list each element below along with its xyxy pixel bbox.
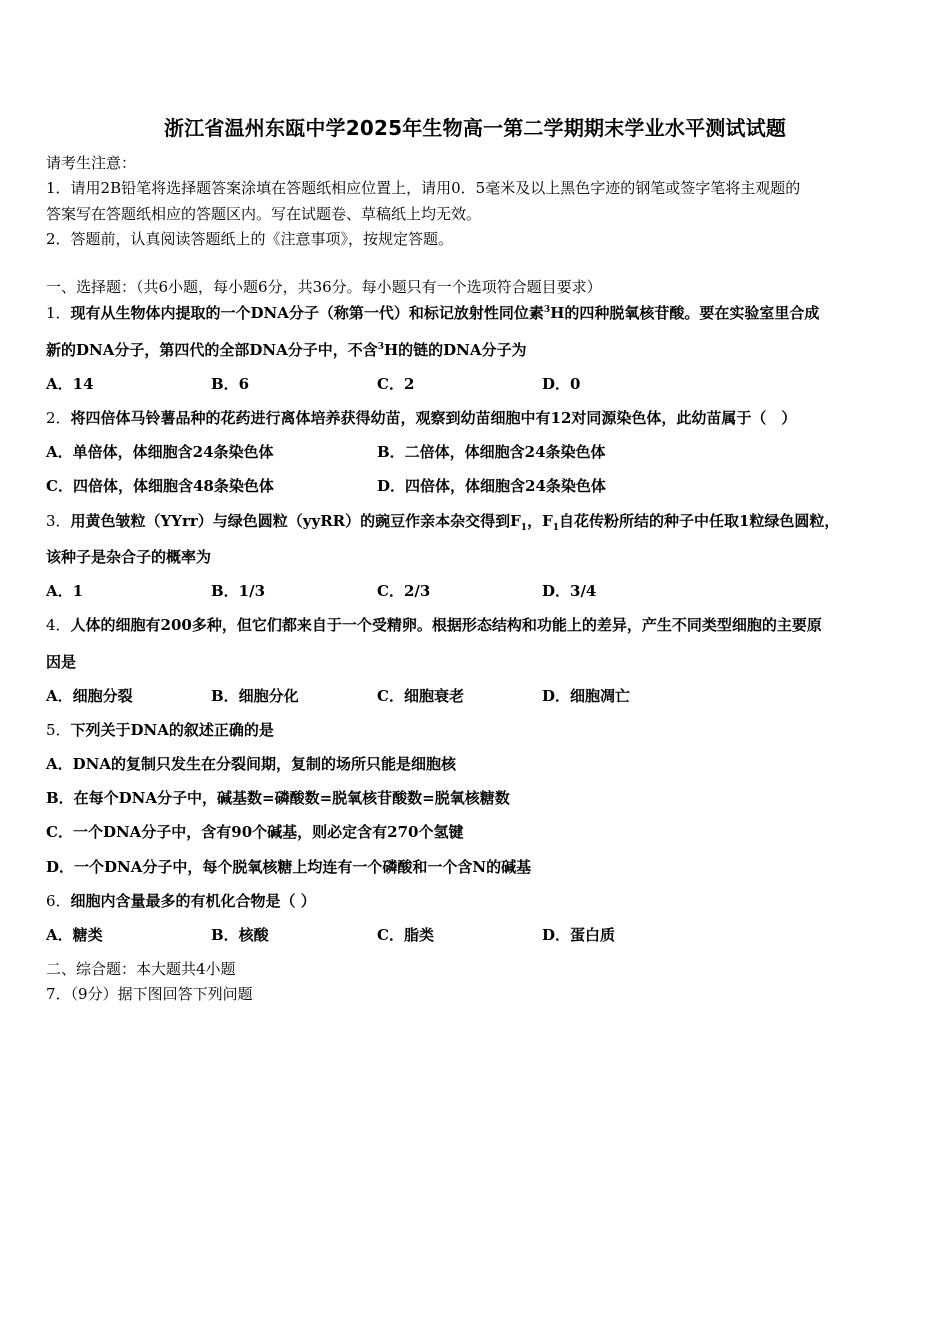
question-1-text-a: 现有从生物体内提取的一个DNA分子（称第一代）和标记放射性同位素 [70,304,544,322]
question-1-text-c: 新的DNA分子，第四代的全部DNA分子中，不含 [46,341,378,359]
option-a: A．糖类 [46,926,103,944]
option-d: D．一个DNA分子中，每个脱氧核糖上均连有一个磷酸和一个含N的碱基 [46,858,532,876]
option-d: D．蛋白质 [542,926,616,944]
option-d: D．四倍体，体细胞含24条染色体 [377,477,606,495]
question-1-text-d: H的链的DNA分子为 [383,341,527,359]
f1-subscript: 1 [520,523,528,533]
option-a: A．单倍体，体细胞含24条染色体 [46,443,274,461]
f1-subscript: 1 [552,523,559,533]
question-4-line-1 [46,614,822,635]
option-b: B．1/3 [211,582,266,600]
option-c: C．脂类 [377,926,434,944]
option-a: A．1 [46,582,84,600]
question-4-line-2: 因是 [46,653,77,671]
option-d: D．细胞凋亡 [542,687,631,705]
option-c: C．2 [377,375,415,393]
question-5-text: 下列关于DNA的叙述正确的是 [70,721,274,739]
option-d: D．0 [542,375,581,393]
question-3-number: 3． [46,512,71,530]
option-c: C．细胞衰老 [377,687,464,705]
isotope-superscript: 3 [377,342,384,352]
option-b: B．在每个DNA分子中，碱基数=磷酸数=脱氧核苷酸数=脱氧核糖数 [46,789,510,807]
question-5 [46,719,274,740]
option-a: A．细胞分裂 [46,687,133,705]
option-a: A．14 [46,375,94,393]
notice-line-1b: 答案写在答题纸相应的答题区内。写在试题卷、草稿纸上均无效。 [46,205,482,223]
question-2-text: 将四倍体马铃薯品种的花药进行离体培养获得幼苗，观察到幼苗细胞中有12对同源染色体，此幼苗属于（ ） [70,409,797,427]
option-a: A．DNA的复制只发生在分裂间期，复制的场所只能是细胞核 [46,755,456,773]
question-5-number: 5． [46,721,71,739]
question-1-text-b: H的四种脱氧核苷酸。要在实验室里合成 [550,304,820,322]
question-1-line-2 [46,339,527,360]
question-3-line-1 [46,510,839,531]
option-b: B．二倍体，体细胞含24条染色体 [377,443,606,461]
option-b: B．6 [211,375,250,393]
question-2 [46,407,796,428]
question-4-number: 4． [46,616,71,634]
section2-heading: 二、综合题：本大题共4小题 [46,960,236,978]
section1-heading: 一、选择题：（共6小题，每小题6分，共36分。每小题只有一个选项符合题目要求） [46,278,602,296]
notice-line-1a: 1．请用2B铅笔将选择题答案涂填在答题纸相应位置上，请用0．5毫米及以上黑色字迹的钢笔或签字笔将主观题的 [46,179,801,197]
isotope-superscript: 3 [543,305,551,315]
question-3-text-c: 自花传粉所结的种子中任取1粒绿色圆粒， [558,512,840,530]
option-b: B．细胞分化 [211,687,299,705]
question-6 [46,890,316,911]
question-4-text: 人体的细胞有200多种，但它们都来自于一个受精卵。根据形态结构和功能上的差异，产生不同类型细胞的主要原 [70,616,822,634]
question-3-text-a: 用黄色皱粒（YYrr）与绿色圆粒（yyRR）的豌豆作亲本杂交得到F [70,512,521,530]
option-b: B．核酸 [211,926,269,944]
question-2-number: 2． [46,409,71,427]
question-7-number: 7． [46,985,71,1003]
question-3-line-2: 该种子是杂合子的概率为 [46,548,212,566]
question-6-text: 细胞内含量最多的有机化合物是（ ） [70,892,316,910]
question-7 [46,983,253,1004]
option-d: D．3/4 [542,582,597,600]
option-c: C．一个DNA分子中，含有90个碱基，则必定含有270个氢键 [46,823,464,841]
question-3-text-b: ，F [527,512,553,530]
notice-heading: 请考生注意： [46,154,137,172]
option-c: C．四倍体，体细胞含48条染色体 [46,477,274,495]
question-1-number: 1． [46,304,71,322]
question-6-number: 6． [46,892,71,910]
question-1-line-1 [46,302,819,323]
question-7-text: （9分）据下图回答下列问题 [70,985,253,1003]
option-c: C．2/3 [377,582,431,600]
notice-line-2: 2．答题前，认真阅读答题纸上的《注意事项》，按规定答题。 [46,230,454,248]
exam-title: 浙江省温州东瓯中学2025年生物高一第二学期期末学业水平测试试题 [163,116,787,140]
